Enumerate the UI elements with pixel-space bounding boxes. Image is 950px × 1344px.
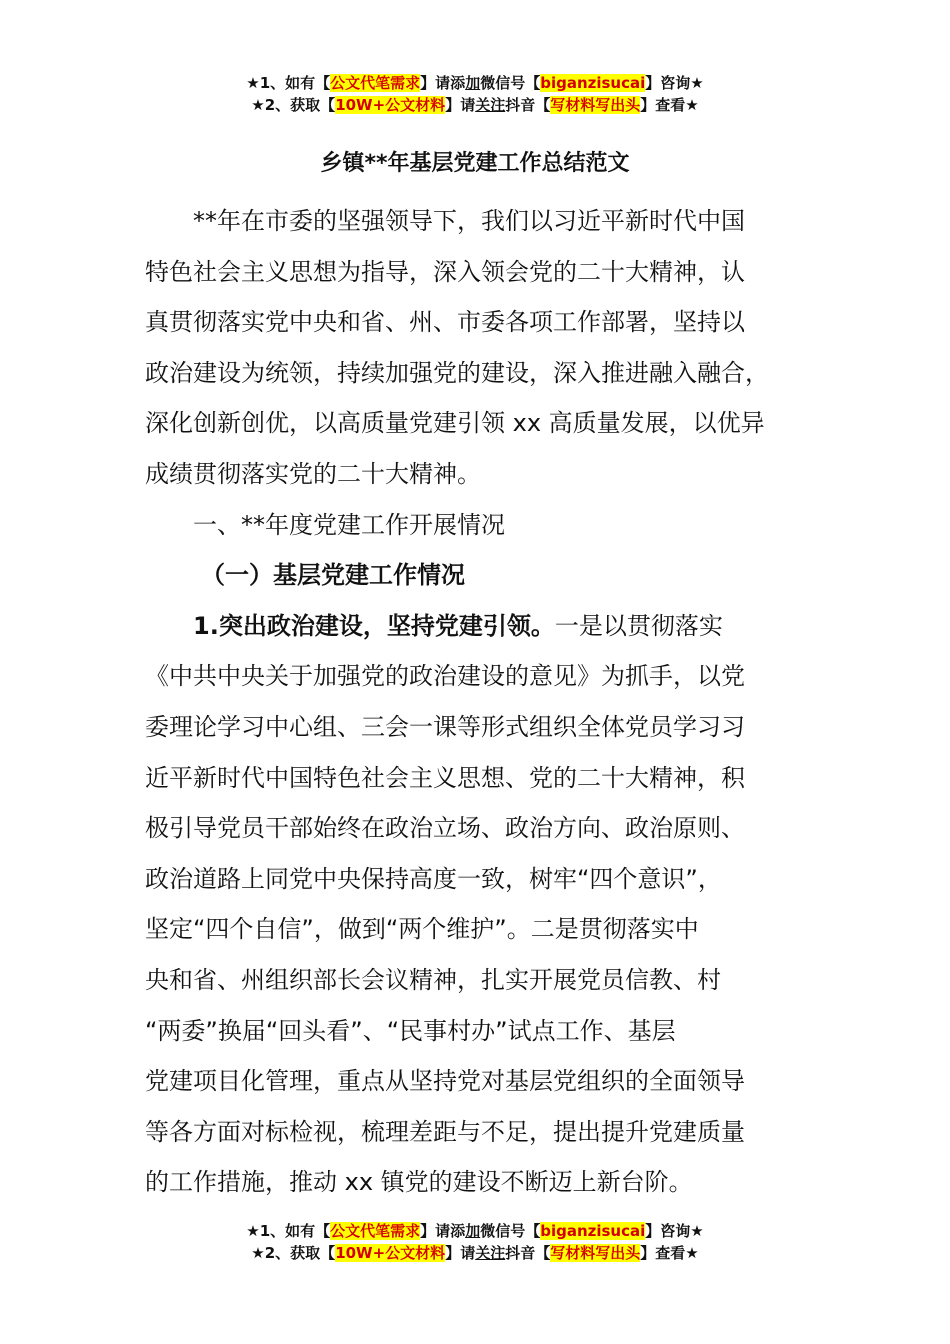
banner-text: 微信号【: [480, 74, 541, 92]
header-banner: [0, 72, 950, 116]
item-paragraph: [145, 601, 810, 1208]
banner-line-1: [0, 1220, 950, 1242]
text-line: 政治建设为统领，持续加强党的建设，深入推进融入融合，: [145, 358, 769, 387]
text-line: 真贯彻落实党中央和省、州、市委各项工作部署，坚持以: [145, 308, 745, 337]
banner-text: 】请添: [420, 74, 466, 92]
text-line: 成绩贯彻落实党的二十大精神。: [145, 459, 481, 488]
text-line: 极引导党员干部始终在政治立场、政治方向、政治原则、: [145, 814, 745, 843]
item-heading-rest: 一是以贯彻落实: [554, 611, 723, 640]
banner-text: ★2、获取【: [251, 1244, 336, 1262]
section-heading: 一、**年度党建工作开展情况: [193, 510, 505, 539]
text-line: [145, 601, 810, 652]
banner-underlined: 关注: [475, 1244, 506, 1262]
text-line: **年在市委的坚强领导下，我们以习近平新时代中国: [193, 207, 745, 235]
banner-underlined: 加: [465, 74, 481, 92]
banner-text: 】请: [445, 1244, 476, 1262]
banner-text: 】咨询★: [645, 74, 704, 92]
text-line: 《中共中央关于加强党的政治建设的意见》为抓手，以党: [145, 662, 745, 691]
document-body: [145, 196, 810, 1208]
banner-text: 抖音【: [505, 96, 551, 114]
banner-underlined: 关注: [475, 96, 506, 114]
text-line: 特色社会主义思想为指导，深入领会党的二十大精神，认: [145, 257, 745, 286]
banner-highlight: 写材料写出头: [550, 96, 641, 114]
banner-text: ★1、如有【: [246, 1222, 331, 1240]
banner-text: ★2、获取【: [251, 96, 336, 114]
text-line: 深化创新创优，以高质量党建引领 xx 高质量发展，以优异: [145, 409, 765, 438]
banner-highlight: 10W+公文材料: [335, 1244, 446, 1262]
subsection-heading: （一）基层党建工作情况: [201, 561, 465, 590]
footer-banner: [0, 1220, 950, 1264]
text-line: 央和省、州组织部长会议精神，扎实开展党员信教、村: [145, 965, 721, 994]
banner-text: 微信号【: [480, 1222, 541, 1240]
banner-highlight: 10W+公文材料: [335, 96, 446, 114]
banner-highlight: biganzisucai: [540, 1222, 646, 1240]
text-line: 委理论学习中心组、三会一课等形式组织全体党员学习习: [145, 712, 745, 741]
banner-highlight: biganzisucai: [540, 74, 646, 92]
text-line: 的工作措施，推动 xx 镇党的建设不断迈上新台阶。: [145, 1168, 693, 1197]
text-line: 政治道路上同党中央保持高度一致，树牢“四个意识”，: [145, 864, 722, 893]
text-line: 近平新时代中国特色社会主义思想、党的二十大精神，积: [145, 763, 745, 792]
banner-highlight: 写材料写出头: [550, 1244, 641, 1262]
banner-highlight: 公文代笔需求: [330, 1222, 421, 1240]
banner-line-2: [0, 94, 950, 116]
banner-line-2: [0, 1242, 950, 1264]
banner-highlight: 公文代笔需求: [330, 74, 421, 92]
banner-underlined: 加: [465, 1222, 481, 1240]
text-line: 党建项目化管理，重点从坚持党对基层党组织的全面领导: [145, 1067, 745, 1096]
banner-text: 】咨询★: [645, 1222, 704, 1240]
banner-text: 抖音【: [505, 1244, 551, 1262]
text-line: 等各方面对标检视，梳理差距与不足，提出提升党建质量: [145, 1117, 745, 1146]
text-line: 坚定“四个自信”，做到“两个维护”。二是贯彻落实中: [145, 915, 699, 944]
item-heading: 1.突出政治建设，坚持党建引领。: [193, 611, 555, 640]
banner-text: 】查看★: [640, 1244, 699, 1262]
banner-text: 】请添: [420, 1222, 466, 1240]
text-line: “两委”换届“回头看”、“民事村办”试点工作、基层: [145, 1016, 676, 1045]
banner-text: 】请: [445, 96, 476, 114]
banner-text: 】查看★: [640, 96, 699, 114]
banner-text: ★1、如有【: [246, 74, 331, 92]
banner-line-1: [0, 72, 950, 94]
document-title: 乡镇**年基层党建工作总结范文: [320, 151, 630, 176]
intro-paragraph: [145, 196, 810, 500]
